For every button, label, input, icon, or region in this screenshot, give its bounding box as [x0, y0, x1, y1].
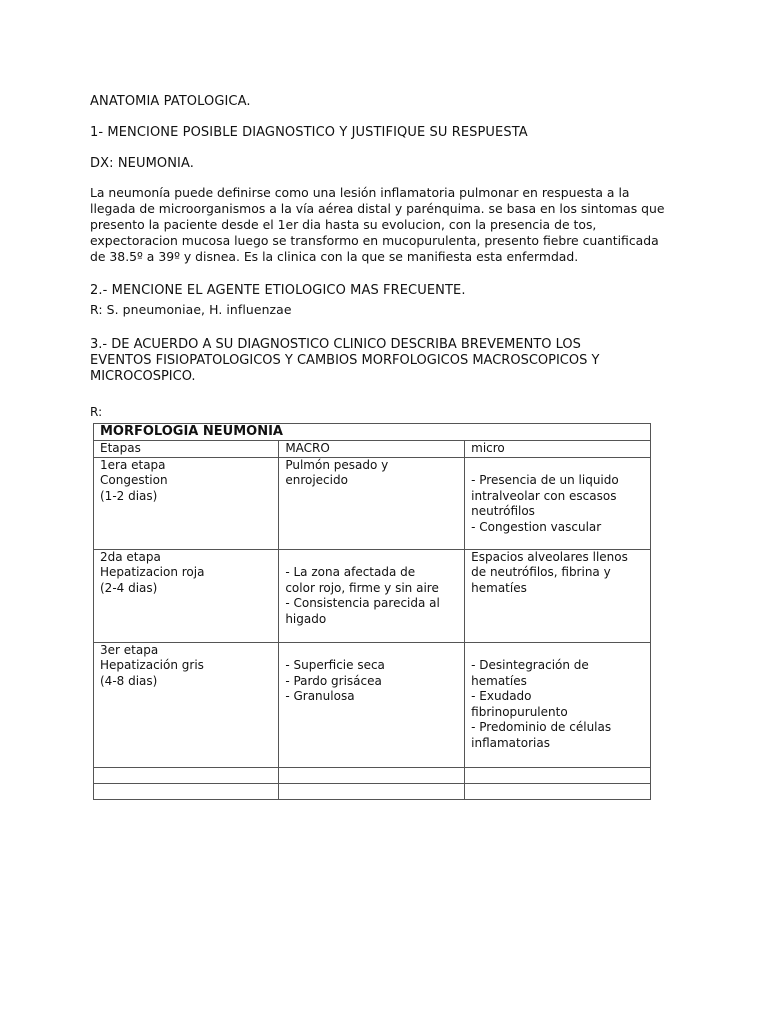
cell-text: fibrinopurulento — [471, 704, 568, 719]
cell-text: - Granulosa — [285, 689, 355, 703]
question-3-line: 3.- DE ACUERDO A SU DIAGNOSTICO CLINICO DESCRIBA BREVEMENTO LOS — [90, 337, 581, 352]
empty-table-row — [94, 767, 651, 783]
empty-cell — [279, 783, 465, 799]
cell-text: Pulmón pesado y — [285, 457, 389, 472]
cell-text: hematíes — [471, 673, 527, 688]
micro-cell — [465, 642, 651, 767]
macro-cell — [279, 549, 465, 642]
diagnosis: DX: NEUMONIA. — [90, 156, 194, 171]
answer-3-label: R: — [90, 405, 103, 419]
paragraph-line: expectoracion mucosa luego se transformo en mucopurulenta, presento fiebre cuantificada — [90, 233, 659, 248]
cell-text: neutrófilos — [471, 504, 535, 518]
cell-text: (2-4 dias) — [100, 580, 158, 595]
cell-text: - Congestion vascular — [471, 519, 602, 534]
cell-text: de neutrófilos, fibrina y — [471, 565, 611, 579]
question-3-line: MICROCOSPICO. — [90, 369, 196, 384]
morphology-table — [93, 423, 651, 800]
stage-cell — [94, 549, 279, 642]
question-3 — [90, 337, 680, 385]
table-row — [94, 642, 651, 767]
stage-cell — [94, 642, 279, 767]
table-header-row — [94, 441, 651, 458]
header-micro: micro — [465, 441, 651, 458]
document-title: ANATOMIA PATOLOGICA. — [90, 94, 251, 109]
stage-cell — [94, 457, 279, 549]
cell-text: color rojo, firme y sin aire — [285, 580, 439, 595]
answer-2: R: S. pneumoniae, H. influenzae — [90, 302, 292, 317]
micro-cell — [465, 549, 651, 642]
header-macro: MACRO — [279, 441, 465, 458]
table-row — [94, 549, 651, 642]
cell-text: Hepatización gris — [100, 658, 204, 672]
cell-text: 2da etapa — [100, 549, 161, 564]
cell-text: higado — [285, 611, 327, 626]
cell-text: inflamatorias — [471, 735, 550, 750]
question-2: 2.- MENCIONE EL AGENTE ETIOLOGICO MAS FRECUENTE. — [90, 283, 466, 298]
cell-text: 1era etapa — [100, 457, 166, 472]
cell-text: - Superficie seca — [285, 658, 385, 672]
macro-cell — [279, 642, 465, 767]
header-etapas: Etapas — [94, 441, 279, 458]
empty-cell — [465, 767, 651, 783]
cell-text: - Exudado — [471, 689, 532, 703]
table-title: MORFOLOGIA NEUMONIA — [94, 424, 651, 441]
empty-cell — [279, 767, 465, 783]
empty-cell — [94, 783, 279, 799]
cell-text: - Presencia de un liquido — [471, 473, 619, 487]
empty-table-row — [94, 783, 651, 799]
cell-text: enrojecido — [285, 473, 348, 487]
cell-text: Congestion — [100, 473, 168, 487]
cell-text: 3er etapa — [100, 642, 159, 657]
cell-text: hematíes — [471, 580, 527, 595]
cell-text: - Pardo grisácea — [285, 673, 382, 688]
cell-text: - Desintegración de — [471, 658, 589, 672]
cell-text: Espacios alveolares llenos — [471, 549, 628, 564]
empty-cell — [94, 767, 279, 783]
diagnosis-justification — [90, 185, 680, 265]
cell-text: - Consistencia parecida al — [285, 596, 440, 610]
cell-text: Hepatizacion roja — [100, 565, 205, 579]
question-3-line: EVENTOS FISIOPATOLOGICOS Y CAMBIOS MORFOLOGICOS MACROSCOPICOS Y — [90, 353, 600, 368]
paragraph-line: de 38.5º a 39º y disnea. Es la clinica con la que se manifiesta esta enfermdad. — [90, 249, 579, 264]
question-1: 1- MENCIONE POSIBLE DIAGNOSTICO Y JUSTIFIQUE SU RESPUESTA — [90, 125, 528, 140]
macro-cell — [279, 457, 465, 549]
table-title-row — [94, 424, 651, 441]
micro-cell — [465, 457, 651, 549]
cell-text: - La zona afectada de — [285, 565, 416, 579]
cell-text: (1-2 dias) — [100, 488, 158, 503]
empty-cell — [465, 783, 651, 799]
paragraph-line: La neumonía puede definirse como una lesión inflamatoria pulmonar en respuesta a la — [90, 185, 630, 200]
paragraph-line: llegada de microorganismos a la vía aérea distal y parénquima. se basa en los sintomas que — [90, 201, 665, 216]
cell-text: - Predominio de células — [471, 720, 612, 734]
table-row — [94, 457, 651, 549]
cell-text: intralveolar con escasos — [471, 488, 617, 503]
cell-text: (4-8 dias) — [100, 673, 158, 688]
paragraph-line: presento la paciente desde el 1er dia hasta su evolucion, con la presencia de tos, — [90, 217, 597, 232]
